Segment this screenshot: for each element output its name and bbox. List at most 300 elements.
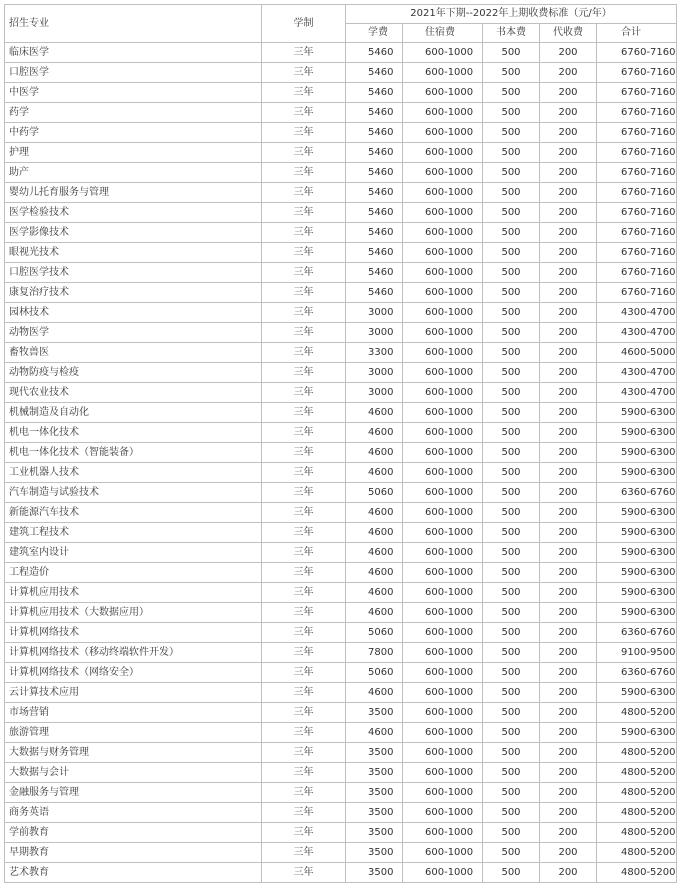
tuition-cell: 3000 [346,303,403,323]
total-cell: 5900-6300 [597,503,677,523]
accommodation-cell: 600-1000 [403,123,483,143]
accommodation-cell: 600-1000 [403,43,483,63]
accommodation-cell: 600-1000 [403,483,483,503]
table-row [5,83,677,103]
table-row [5,143,677,163]
duration-cell: 三年 [262,543,346,563]
total-cell: 6760-7160 [597,283,677,303]
total-cell: 6360-6760 [597,663,677,683]
table-row [5,263,677,283]
duration-cell: 三年 [262,343,346,363]
total-cell: 6760-7160 [597,203,677,223]
accommodation-cell: 600-1000 [403,743,483,763]
duration-cell: 三年 [262,763,346,783]
total-cell: 4800-5200 [597,743,677,763]
books-cell: 500 [483,143,540,163]
table-row [5,643,677,663]
duration-cell: 三年 [262,563,346,583]
duration-cell: 三年 [262,163,346,183]
table-row [5,483,677,503]
agency-cell: 200 [540,263,597,283]
major-cell: 临床医学 [5,43,262,63]
books-cell: 500 [483,323,540,343]
books-cell: 500 [483,543,540,563]
tuition-cell: 4600 [346,723,403,743]
tuition-cell: 4600 [346,423,403,443]
major-cell: 商务英语 [5,803,262,823]
accommodation-cell: 600-1000 [403,383,483,403]
books-cell: 500 [483,743,540,763]
total-cell: 6760-7160 [597,43,677,63]
agency-cell: 200 [540,703,597,723]
accommodation-cell: 600-1000 [403,63,483,83]
accommodation-cell: 600-1000 [403,283,483,303]
total-cell: 5900-6300 [597,723,677,743]
total-cell: 6360-6760 [597,483,677,503]
agency-cell: 200 [540,683,597,703]
total-cell: 6760-7160 [597,63,677,83]
header-row-top [5,5,677,24]
agency-cell: 200 [540,243,597,263]
major-cell: 旅游管理 [5,723,262,743]
duration-cell: 三年 [262,263,346,283]
agency-cell: 200 [540,763,597,783]
agency-cell: 200 [540,123,597,143]
total-cell: 4300-4700 [597,323,677,343]
accommodation-cell: 600-1000 [403,723,483,743]
agency-cell: 200 [540,303,597,323]
accommodation-cell: 600-1000 [403,303,483,323]
accommodation-cell: 600-1000 [403,243,483,263]
header-duration: 学制 [262,5,346,43]
major-cell: 艺术教育 [5,863,262,883]
books-cell: 500 [483,783,540,803]
duration-cell: 三年 [262,443,346,463]
agency-cell: 200 [540,223,597,243]
books-cell: 500 [483,263,540,283]
tuition-cell: 4600 [346,583,403,603]
agency-cell: 200 [540,863,597,883]
tuition-cell: 3000 [346,363,403,383]
major-cell: 建筑工程技术 [5,523,262,543]
table-row [5,463,677,483]
books-cell: 500 [483,683,540,703]
books-cell: 500 [483,283,540,303]
duration-cell: 三年 [262,63,346,83]
tuition-cell: 3500 [346,863,403,883]
major-cell: 中医学 [5,83,262,103]
duration-cell: 三年 [262,583,346,603]
tuition-cell: 4600 [346,503,403,523]
tuition-cell: 5460 [346,43,403,63]
tuition-cell: 4600 [346,463,403,483]
major-cell: 计算机应用技术 [5,583,262,603]
tuition-cell: 4600 [346,543,403,563]
major-cell: 大数据与会计 [5,763,262,783]
tuition-cell: 5460 [346,163,403,183]
major-cell: 新能源汽车技术 [5,503,262,523]
accommodation-cell: 600-1000 [403,703,483,723]
books-cell: 500 [483,423,540,443]
total-cell: 4800-5200 [597,863,677,883]
total-cell: 5900-6300 [597,563,677,583]
total-cell: 5900-6300 [597,403,677,423]
books-cell: 500 [483,83,540,103]
books-cell: 500 [483,243,540,263]
table-row [5,783,677,803]
tuition-cell: 5460 [346,223,403,243]
tuition-cell: 5460 [346,123,403,143]
duration-cell: 三年 [262,463,346,483]
duration-cell: 三年 [262,483,346,503]
agency-cell: 200 [540,183,597,203]
table-row [5,283,677,303]
accommodation-cell: 600-1000 [403,623,483,643]
duration-cell: 三年 [262,283,346,303]
tuition-cell: 3500 [346,703,403,723]
tuition-cell: 5060 [346,623,403,643]
agency-cell: 200 [540,623,597,643]
table-row [5,763,677,783]
total-cell: 5900-6300 [597,683,677,703]
duration-cell: 三年 [262,503,346,523]
tuition-cell: 3500 [346,803,403,823]
accommodation-cell: 600-1000 [403,823,483,843]
duration-cell: 三年 [262,183,346,203]
agency-cell: 200 [540,743,597,763]
major-cell: 大数据与财务管理 [5,743,262,763]
table-row [5,563,677,583]
duration-cell: 三年 [262,323,346,343]
duration-cell: 三年 [262,43,346,63]
duration-cell: 三年 [262,123,346,143]
agency-cell: 200 [540,43,597,63]
total-cell: 4300-4700 [597,303,677,323]
tuition-cell: 3000 [346,383,403,403]
accommodation-cell: 600-1000 [403,543,483,563]
books-cell: 500 [483,63,540,83]
accommodation-cell: 600-1000 [403,503,483,523]
duration-cell: 三年 [262,743,346,763]
major-cell: 畜牧兽医 [5,343,262,363]
accommodation-cell: 600-1000 [403,263,483,283]
major-cell: 动物医学 [5,323,262,343]
major-cell: 口腔医学 [5,63,262,83]
duration-cell: 三年 [262,723,346,743]
duration-cell: 三年 [262,403,346,423]
accommodation-cell: 600-1000 [403,583,483,603]
accommodation-cell: 600-1000 [403,603,483,623]
duration-cell: 三年 [262,603,346,623]
books-cell: 500 [483,763,540,783]
agency-cell: 200 [540,83,597,103]
agency-cell: 200 [540,503,597,523]
agency-cell: 200 [540,103,597,123]
books-cell: 500 [483,383,540,403]
books-cell: 500 [483,403,540,423]
table-row [5,43,677,63]
total-cell: 9100-9500 [597,643,677,663]
tuition-cell: 3000 [346,323,403,343]
agency-cell: 200 [540,423,597,443]
accommodation-cell: 600-1000 [403,223,483,243]
tuition-cell: 3500 [346,843,403,863]
table-row [5,623,677,643]
table-row [5,63,677,83]
header-books: 书本费 [483,24,540,43]
duration-cell: 三年 [262,843,346,863]
books-cell: 500 [483,603,540,623]
accommodation-cell: 600-1000 [403,523,483,543]
agency-cell: 200 [540,723,597,743]
tuition-cell: 5460 [346,183,403,203]
total-cell: 4300-4700 [597,363,677,383]
tuition-cell: 5460 [346,263,403,283]
table-row [5,603,677,623]
tuition-cell: 5460 [346,203,403,223]
total-cell: 4800-5200 [597,823,677,843]
duration-cell: 三年 [262,243,346,263]
major-cell: 汽车制造与试验技术 [5,483,262,503]
major-cell: 计算机网络技术（移动终端软件开发） [5,643,262,663]
accommodation-cell: 600-1000 [403,103,483,123]
duration-cell: 三年 [262,643,346,663]
table-row [5,723,677,743]
header-major: 招生专业 [5,5,262,43]
table-row [5,863,677,883]
agency-cell: 200 [540,543,597,563]
table-row [5,523,677,543]
major-cell: 婴幼儿托育服务与管理 [5,183,262,203]
table-row [5,103,677,123]
total-cell: 6760-7160 [597,103,677,123]
table-row [5,223,677,243]
total-cell: 5900-6300 [597,463,677,483]
major-cell: 医学影像技术 [5,223,262,243]
duration-cell: 三年 [262,223,346,243]
accommodation-cell: 600-1000 [403,403,483,423]
tuition-cell: 4600 [346,403,403,423]
books-cell: 500 [483,363,540,383]
total-cell: 6760-7160 [597,243,677,263]
major-cell: 现代农业技术 [5,383,262,403]
header-tuition: 学费 [346,24,403,43]
books-cell: 500 [483,203,540,223]
total-cell: 5900-6300 [597,543,677,563]
books-cell: 500 [483,223,540,243]
table-row [5,423,677,443]
table-row [5,243,677,263]
duration-cell: 三年 [262,383,346,403]
agency-cell: 200 [540,563,597,583]
table-row [5,343,677,363]
major-cell: 中药学 [5,123,262,143]
agency-cell: 200 [540,163,597,183]
agency-cell: 200 [540,383,597,403]
accommodation-cell: 600-1000 [403,663,483,683]
table-row [5,503,677,523]
major-cell: 眼视光技术 [5,243,262,263]
total-cell: 6760-7160 [597,163,677,183]
books-cell: 500 [483,463,540,483]
tuition-cell: 7800 [346,643,403,663]
total-cell: 6760-7160 [597,223,677,243]
header-agency: 代收费 [540,24,597,43]
table-row [5,743,677,763]
agency-cell: 200 [540,783,597,803]
major-cell: 助产 [5,163,262,183]
tuition-cell: 4600 [346,563,403,583]
accommodation-cell: 600-1000 [403,443,483,463]
duration-cell: 三年 [262,703,346,723]
table-row [5,843,677,863]
tuition-cell: 4600 [346,683,403,703]
accommodation-cell: 600-1000 [403,203,483,223]
agency-cell: 200 [540,583,597,603]
books-cell: 500 [483,823,540,843]
total-cell: 5900-6300 [597,423,677,443]
agency-cell: 200 [540,603,597,623]
table-row [5,303,677,323]
total-cell: 6760-7160 [597,143,677,163]
accommodation-cell: 600-1000 [403,163,483,183]
major-cell: 药学 [5,103,262,123]
books-cell: 500 [483,43,540,63]
major-cell: 动物防疫与检疫 [5,363,262,383]
duration-cell: 三年 [262,143,346,163]
tuition-cell: 5460 [346,283,403,303]
duration-cell: 三年 [262,783,346,803]
duration-cell: 三年 [262,623,346,643]
agency-cell: 200 [540,463,597,483]
books-cell: 500 [483,123,540,143]
agency-cell: 200 [540,283,597,303]
tuition-cell: 3500 [346,783,403,803]
accommodation-cell: 600-1000 [403,643,483,663]
tuition-cell: 5460 [346,83,403,103]
tuition-cell: 5460 [346,143,403,163]
fee-table-body [5,43,677,883]
table-row [5,203,677,223]
accommodation-cell: 600-1000 [403,423,483,443]
major-cell: 计算机应用技术（大数据应用） [5,603,262,623]
major-cell: 机电一体化技术（智能装备） [5,443,262,463]
books-cell: 500 [483,443,540,463]
books-cell: 500 [483,863,540,883]
total-cell: 4800-5200 [597,803,677,823]
major-cell: 早期教育 [5,843,262,863]
major-cell: 工业机器人技术 [5,463,262,483]
total-cell: 4800-5200 [597,763,677,783]
total-cell: 6760-7160 [597,183,677,203]
tuition-cell: 5060 [346,483,403,503]
accommodation-cell: 600-1000 [403,843,483,863]
books-cell: 500 [483,803,540,823]
duration-cell: 三年 [262,683,346,703]
major-cell: 建筑室内设计 [5,543,262,563]
agency-cell: 200 [540,443,597,463]
total-cell: 4300-4700 [597,383,677,403]
books-cell: 500 [483,483,540,503]
tuition-cell: 3500 [346,763,403,783]
duration-cell: 三年 [262,83,346,103]
total-cell: 6760-7160 [597,83,677,103]
total-cell: 5900-6300 [597,443,677,463]
agency-cell: 200 [540,663,597,683]
duration-cell: 三年 [262,863,346,883]
agency-cell: 200 [540,803,597,823]
table-row [5,363,677,383]
major-cell: 机械制造及自动化 [5,403,262,423]
duration-cell: 三年 [262,523,346,543]
books-cell: 500 [483,183,540,203]
major-cell: 护理 [5,143,262,163]
books-cell: 500 [483,843,540,863]
major-cell: 医学检验技术 [5,203,262,223]
accommodation-cell: 600-1000 [403,863,483,883]
accommodation-cell: 600-1000 [403,83,483,103]
books-cell: 500 [483,303,540,323]
books-cell: 500 [483,503,540,523]
major-cell: 学前教育 [5,823,262,843]
tuition-cell: 3500 [346,743,403,763]
duration-cell: 三年 [262,203,346,223]
accommodation-cell: 600-1000 [403,803,483,823]
major-cell: 计算机网络技术（网络安全） [5,663,262,683]
books-cell: 500 [483,623,540,643]
accommodation-cell: 600-1000 [403,363,483,383]
agency-cell: 200 [540,823,597,843]
table-row [5,183,677,203]
tuition-cell: 4600 [346,603,403,623]
table-row [5,703,677,723]
major-cell: 市场营销 [5,703,262,723]
tuition-cell: 3300 [346,343,403,363]
table-row [5,543,677,563]
major-cell: 口腔医学技术 [5,263,262,283]
accommodation-cell: 600-1000 [403,683,483,703]
accommodation-cell: 600-1000 [403,463,483,483]
table-row [5,163,677,183]
header-period: 2021年下期--2022年上期收费标准（元/年） [346,5,677,24]
table-row [5,803,677,823]
major-cell: 金融服务与管理 [5,783,262,803]
major-cell: 工程造价 [5,563,262,583]
total-cell: 6760-7160 [597,263,677,283]
total-cell: 4800-5200 [597,703,677,723]
table-row [5,663,677,683]
agency-cell: 200 [540,843,597,863]
tuition-cell: 5460 [346,63,403,83]
books-cell: 500 [483,163,540,183]
table-row [5,823,677,843]
total-cell: 4800-5200 [597,783,677,803]
tuition-cell: 5060 [346,663,403,683]
duration-cell: 三年 [262,663,346,683]
books-cell: 500 [483,703,540,723]
books-cell: 500 [483,643,540,663]
major-cell: 计算机网络技术 [5,623,262,643]
accommodation-cell: 600-1000 [403,323,483,343]
duration-cell: 三年 [262,423,346,443]
total-cell: 5900-6300 [597,583,677,603]
accommodation-cell: 600-1000 [403,343,483,363]
agency-cell: 200 [540,63,597,83]
header-total: 合计 [597,24,677,43]
major-cell: 云计算技术应用 [5,683,262,703]
books-cell: 500 [483,583,540,603]
accommodation-cell: 600-1000 [403,563,483,583]
